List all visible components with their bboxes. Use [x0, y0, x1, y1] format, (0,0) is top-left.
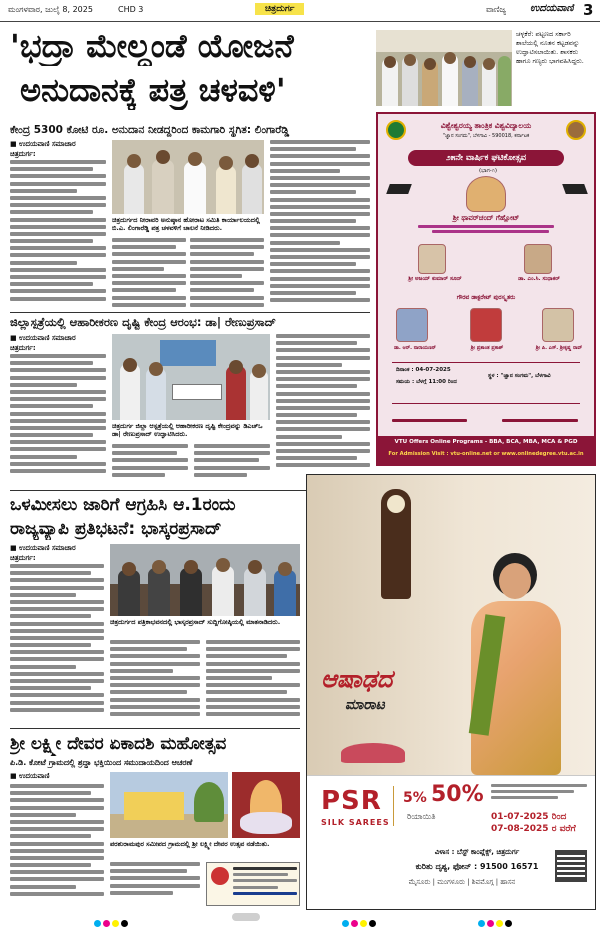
psr-logo: PSR [321, 786, 382, 816]
story1-byline: ■ ಉದಯವಾಣಿ ಸಮಾಚಾರ [10, 140, 76, 148]
story1-photo [112, 140, 264, 214]
registration-marks-far-right [478, 912, 514, 931]
honoree1-name: ಡಾ. ಆರ್. ನಾರಾಯಣನ್ [393, 345, 437, 351]
story4-photo-idol [232, 772, 300, 838]
brand-prefix: ವಾಣಿಜ್ಯ [486, 5, 507, 14]
story3-dateline: ಚಿತ್ರದುರ್ಗ: [10, 554, 36, 562]
vtu-title: ವಿಶ್ವೇಶ್ವರಯ್ಯ ತಾಂತ್ರಿಕ ವಿಶ್ವವಿದ್ಯಾಲಯ [440, 121, 532, 130]
story1-body-col3 [190, 238, 264, 310]
vtu-footer-line1: VTU Offers Online Programs - BBA, BCA, MBA, MCA & PGD [394, 439, 578, 445]
vtu-logo-left [386, 120, 406, 140]
vtu-event-details [392, 362, 580, 404]
story3-body-col1 [10, 564, 104, 724]
graduation-cap-icon-right [562, 184, 588, 194]
story4-body-col2 [110, 862, 200, 906]
vtu-subtitle: "ಜ್ಞಾನ ಸಂಗಮ", ಬೆಳಗಾವಿ - 590018, ಕರ್ನಾಟಕ [442, 133, 530, 139]
psr-phone: ಕುರಿತು ದೃಶ್ಯ, ಫೋನ್ : 91500 16571 [415, 862, 539, 871]
chief-guest-name: ಶ್ರೀ ಥಾವರ್‌ಚಂದ್ ಗೆಹ್ಲೋಟ್ [452, 214, 520, 222]
psr-discount-note: ರಿಯಾಯಿತಿ [407, 812, 436, 821]
story1-body-col1 [10, 160, 106, 310]
edition-code: CHD 3 [118, 5, 144, 14]
guest2-name: ಡಾ. ಎಂ.ಸಿ. ಸುಧಾಕರ್ [518, 276, 560, 282]
psr-branches: ಮೈಸೂರು | ಮಂಗಳೂರು | ಶಿವಮೊಗ್ಗ | ಹಾಸನ [408, 878, 516, 886]
story4-caption: ಪರಶುರಾಮಪುರ ಸಮೀಪದ ಗ್ರಾಮದಲ್ಲಿ ಶ್ರೀ ಲಕ್ಷ್ಮೀ ದೇವರ ಉತ್ಸವ ನಡೆಯಿತು. [110, 840, 270, 848]
psr-store: ವಿಳಾಸ : ಬೆಸ್ಟ್ ಕಾಂಪ್ಲೆಕ್ಸ್, ಚಿತ್ರದುರ್ಗ [434, 848, 520, 856]
vtu-footer-band [378, 436, 594, 464]
story2-body-col2 [112, 444, 188, 486]
story4-photo-temple [110, 772, 228, 838]
story3-divider [10, 728, 300, 729]
vtu-venue: ಸ್ಥಳ : "ಜ್ಞಾನ ಸಂಗಮ", ಬೆಳಗಾವಿ [488, 373, 551, 379]
right-brief-caption: ಚಳ್ಳಕೆರೆ: ಪಟ್ಟಣದ ಸರ್ಕಾರಿ ಶಾಲೆಯಲ್ಲಿ ನೂತನ ಕಟ್ಟಡವನ್ನು ಉದ್ಘಾಟಿಸಲಾಯಿತು. ಶಾಸಕರು ಹಾಗೂ ಗಣ್ಯರು ಭಾಗವಹಿಸಿದ್ದರು. [516, 30, 584, 65]
story3-headline-line2: ರಾಜ್ಯವ್ಯಾಪಿ ಪ್ರತಿಭಟನೆ: ಭಾಸ್ಕರಪ್ರಸಾದ್ [10, 519, 222, 539]
psr-discount-from: 5% [403, 790, 427, 806]
vtu-logo-right [566, 120, 586, 140]
story1-body-col2 [112, 238, 186, 310]
story2-dateline: ಚಿತ್ರದುರ್ಗ: [10, 344, 36, 352]
vtu-part: (ಭಾಗ-೧) [478, 168, 498, 174]
story2-photo [112, 334, 270, 420]
story1-subhead: ಕೇಂದ್ರ 5300 ಕೋಟಿ ರೂ. ಅನುದಾನ ನೀಡದ್ದರಿಂದ ಕಾಮಗಾರಿ ಸ್ಥಗಿತ: ಲಿಂಗಾರೆಡ್ಡಿ [10, 124, 290, 136]
psr-sale-title2: ಮಾರಾಟ [345, 697, 385, 713]
story1-headline-line1: 'ಭದ್ರಾ ಮೇಲ್ದಂಡೆ ಯೋಜನೆ [10, 27, 294, 65]
vtu-date: ದಿನಾಂಕ : 04-07-2025 [396, 367, 451, 373]
vtu-ad [376, 112, 596, 466]
story2-byline: ■ ಉದಯವಾಣಿ ಸಮಾಚಾರ [10, 334, 76, 342]
honorees-label: ಗೌರವ ಡಾಕ್ಟರೇಟ್ ಪುರಸ್ಕೃತರು [456, 294, 516, 301]
story3-photo [110, 544, 300, 616]
psr-dates2: 07-08-2025 ರ ವರೆಗೆ [491, 824, 576, 834]
story2-body-col4 [276, 334, 370, 486]
story2-caption: ಚಿತ್ರದುರ್ಗ ಜಿಲ್ಲಾ ಆಸ್ಪತ್ರೆಯಲ್ಲಿ ಆಹಾರೀಕರಣ ದೃಷ್ಟಿ ಕೇಂದ್ರವನ್ನು ಡಿಎಚ್ಒ ಡಾ| ರೇಣುಪ್ರಸಾದ್ ಉದ್ಘಾಟಿಸಿದರು. [112, 422, 263, 438]
registration-marks-right [342, 912, 378, 931]
psr-divider [393, 786, 394, 826]
brand-name: ಉದಯವಾಣಿ [530, 3, 574, 14]
story3-body-col2 [110, 640, 200, 724]
psr-dates: 01-07-2025 ರಿಂದ [491, 812, 567, 822]
vtu-event-band: ೨೫ನೇ ವಾರ್ಷಿಕ ಘಟಿಕೋತ್ಸವ [408, 150, 564, 166]
guest1-name: ಶ್ರೀ ಅಜಯ್ ಕುಮಾರ್ ಸೂದ್ [408, 276, 462, 282]
psr-discount-to: 50% [431, 782, 484, 807]
story3-caption: ಚಿತ್ರದುರ್ಗದ ಪತ್ರಿಕಾಭವನದಲ್ಲಿ ಭಾಸ್ಕರಪ್ರಸಾದ್ ಸುದ್ದಿಗೋಷ್ಠಿಯಲ್ಲಿ ಮಾತನಾಡಿದರು. [110, 618, 281, 626]
psr-side-text [491, 784, 587, 810]
story2-headline: ಜಿಲ್ಲಾಸ್ಪತ್ರೆಯಲ್ಲಿ ಆಹಾರೀಕರಣ ದೃಷ್ಟಿ ಕೇಂದ್ರ ಆರಂಭ: ಡಾ| ರೇಣುಪ್ರಸಾದ್ [10, 315, 276, 329]
story4-body-col1 [10, 784, 104, 904]
story3-byline: ■ ಉದಯವಾಣಿ ಸಮಾಚಾರ [10, 544, 76, 552]
psr-sale-title: ಆಷಾಢದ [321, 665, 393, 693]
story3-headline-line1: ಒಳಮೀಸಲು ಜಾರಿಗೆ ಆಗ್ರಹಿಸಿ ಆ.1ರಂದು [10, 495, 236, 515]
registration-marks-left [94, 912, 130, 931]
model-figure [457, 545, 577, 775]
vtu-chief-desc [418, 225, 554, 239]
story1-caption: ಚಿತ್ರದುರ್ಗದ ನೀರಾವರಿ ಅನುಷ್ಠಾನ ಹೋರಾಟ ಸಮಿತಿ ಕಾರ್ಯಾಲಯದಲ್ಲಿ ಬಿ.ಎ. ಲಿಂಗಾರೆಡ್ಡಿ ಪತ್ರ ಚಳವಳಿಗೆ ಚಾಲನೆ ನೀಡಿದರು. [112, 216, 260, 232]
masthead-bar [0, 0, 600, 22]
story4-mini-ad [206, 862, 300, 906]
right-brief-photo [376, 30, 512, 106]
qr-code-icon [555, 850, 587, 882]
story2-body-col1 [10, 354, 106, 484]
story1-headline-line2: ಅನುದಾನಕ್ಕೆ ಪತ್ರ ಚಳವಳಿ' [20, 71, 286, 109]
vtu-footer-line2: For Admission Visit : vtu-online.net or www.onlinedegree.vtu.ac.in [388, 451, 584, 457]
story1-body-col4 [270, 140, 370, 310]
date-line: ಮಂಗಳವಾರ, ಜುಲೈ 8, 2025 [8, 5, 93, 14]
chief-guest-portrait [466, 176, 506, 212]
page-number: 3 [583, 1, 594, 19]
section-tag: ಚಿತ್ರದುರ್ಗ [255, 3, 304, 15]
story2-body-col3 [194, 444, 270, 486]
guest2-portrait [524, 244, 552, 274]
story4-subhead: ಪಿ.ಡಿ. ಕೋಟೆ ಗ್ರಾಮದಲ್ಲಿ ಶ್ರದ್ಧಾ ಭಕ್ತಿಯಿಂದ ಸಮುದಾಯದಿಂದ ಆಚರಣೆ [10, 758, 193, 767]
graduation-cap-icon [386, 184, 412, 194]
story1-divider [10, 312, 370, 313]
story1-dateline: ಚಿತ್ರದುರ್ಗ: [10, 150, 36, 158]
honoree3-name: ಶ್ರೀ ಪಿ. ಎಸ್. ಶ್ರೀಕೃಷ್ಣ ರಾವ್ [535, 345, 583, 351]
story4-byline: ■ ಉದಯವಾಣಿ [10, 772, 50, 780]
honoree3-portrait [542, 308, 574, 342]
page-tab-marker [232, 913, 260, 921]
honoree1-portrait [396, 308, 428, 342]
vtu-time: ಸಮಯ : ಬೆಳಗ್ಗೆ 11:00 ರಿಂದ [396, 379, 457, 385]
honoree2-name: ಶ್ರೀ ಪ್ರಶಾಂತ ಪ್ರಕಾಶ್ [470, 345, 504, 351]
psr-logo-sub: SILK SAREES [321, 818, 390, 827]
story4-headline: ಶ್ರೀ ಲಕ್ಷ್ಮೀ ದೇವರ ಏಕಾದಶಿ ಮಹೋತ್ಸವ [10, 734, 227, 754]
flower-bowl-icon [341, 743, 405, 763]
psr-ad [306, 474, 596, 910]
story3-body-col3 [206, 640, 300, 724]
honoree2-portrait [470, 308, 502, 342]
guest1-portrait [418, 244, 446, 274]
psr-footer [307, 775, 595, 909]
